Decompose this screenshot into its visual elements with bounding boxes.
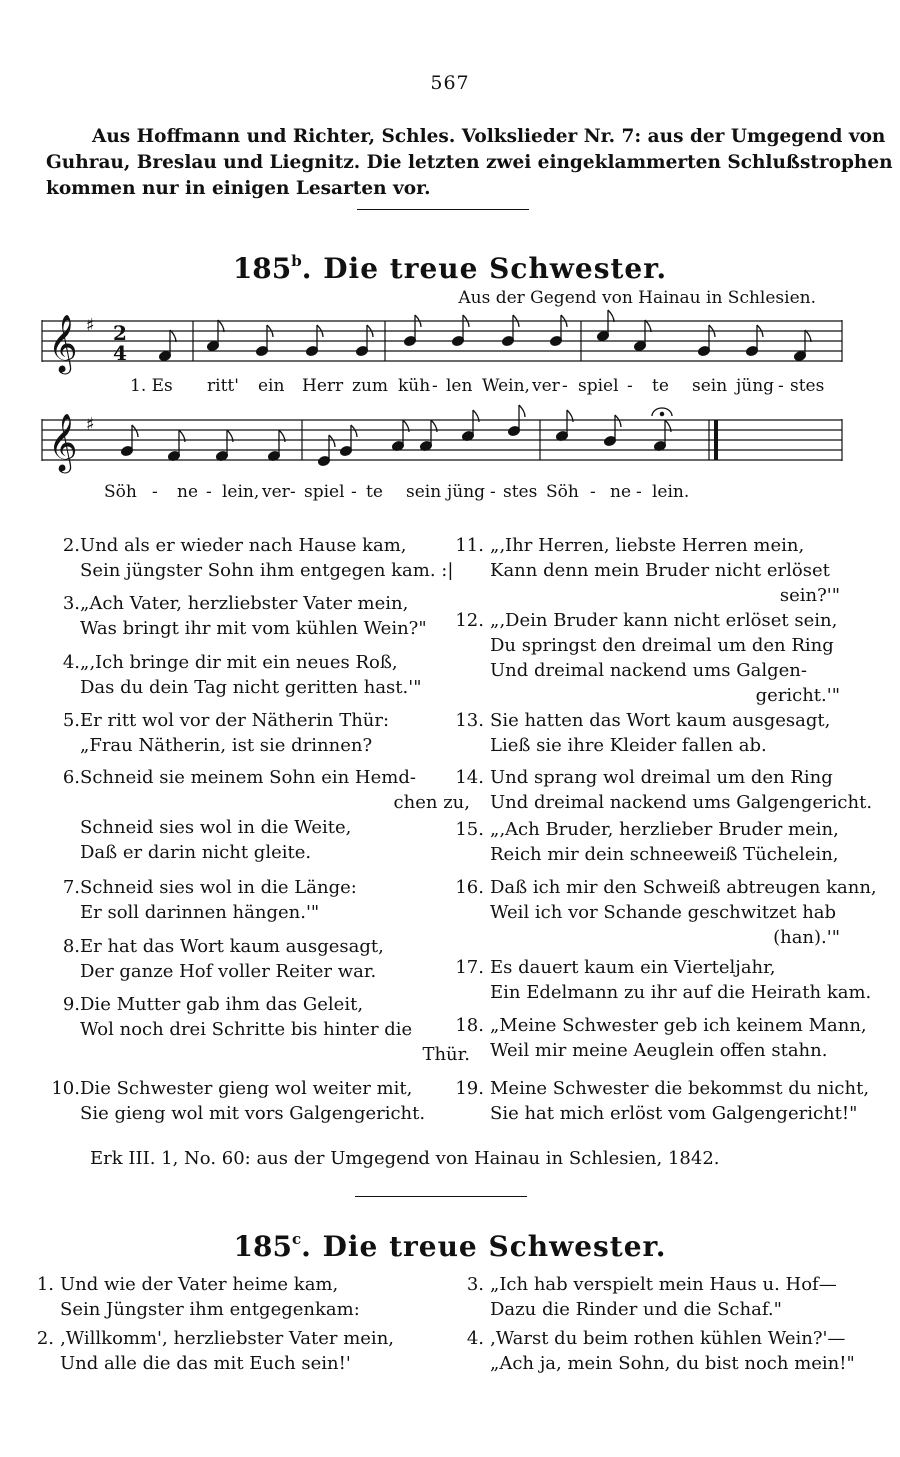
verse-line: Sein jüngster Sohn ihm entgegen kam. :| [80, 560, 454, 581]
verse-line: Und dreimal nackend ums Galgengericht. [490, 792, 873, 813]
verse-line: „Frau Nätherin, ist sie drinnen? [80, 735, 373, 756]
verse-line: gericht.'" [755, 685, 840, 706]
lyric-syllable: - [432, 376, 438, 396]
lyric-syllable: spiel [578, 376, 619, 396]
lyric-syllable: zum [352, 376, 389, 396]
verse-number: 18. [455, 1015, 484, 1036]
lyric-syllable: - [590, 482, 596, 502]
sharp-icon-2: ♯ [86, 414, 95, 435]
verse-line: Ließ sie ihre Kleider fallen ab. [490, 735, 767, 756]
lyric-syllable: küh [398, 376, 431, 396]
verse-line: „‚Dein Bruder kann nicht erlöset sein, [490, 610, 838, 631]
verse-line: Schneid sies wol in die Weite, [80, 817, 352, 838]
lyric-syllable: ne [177, 482, 199, 502]
verse-line: Was bringt ihr mit vom kühlen Wein?" [80, 618, 427, 639]
lyric-syllable: te [652, 376, 669, 396]
verse-line: „Meine Schwester geb ich keinem Mann, [490, 1015, 867, 1036]
sharp-icon: ♯ [86, 315, 95, 336]
verse-line: Und alle die das mit Euch sein!' [60, 1353, 351, 1374]
verse-number: 8. [62, 936, 80, 957]
lyric-syllable: - [351, 482, 357, 502]
sheet-music [0, 0, 900, 520]
lyric-syllable: te [366, 482, 383, 502]
verse-line: Und dreimal nackend ums Galgen- [490, 660, 807, 681]
verse-number: 14. [455, 767, 484, 788]
lyric-syllable: lein, [222, 482, 260, 502]
treble-clef-icon: 𝄞 [48, 314, 78, 372]
verse-number: 16. [455, 877, 484, 898]
verse-number: 19. [455, 1078, 484, 1099]
note-flag [608, 310, 614, 322]
intro-line-2: Guhrau, Breslau und Liegnitz. Die letzten zwei eingeklammerten Schlußstrophen [46, 152, 893, 173]
verse-line: Dazu die Rinder und die Schaf." [490, 1299, 782, 1320]
verse-line: „Ich hab verspielt mein Haus u. Hof— [490, 1274, 837, 1295]
lyric-syllable: Söh [546, 482, 579, 502]
note-flag [329, 435, 335, 447]
verse-line: Daß er darin nicht gleite. [80, 842, 312, 863]
song-b-number: 185 [232, 252, 292, 285]
verse-line: (han).'" [773, 927, 840, 948]
verse-line: Weil ich vor Schande geschwitzet hab [490, 902, 837, 923]
verse-number: 1. [36, 1274, 54, 1295]
lyric-syllable: Söh [104, 482, 137, 502]
verse-line: Meine Schwester die bekommst du nicht, [490, 1078, 870, 1099]
lyric-syllable: lein. [652, 482, 690, 502]
lyric-syllable: - [636, 482, 642, 502]
verse-line: Er soll darinnen hängen.'" [80, 902, 320, 923]
song-b-suffix: b [291, 252, 302, 270]
song-b-title-text: . Die treue Schwester. [301, 252, 668, 285]
lyric-syllable: spiel [304, 482, 345, 502]
lyric-syllable: ver [532, 376, 560, 396]
verse-line: Ein Edelmann zu ihr auf die Heirath kam. [490, 982, 872, 1003]
lyric-syllable: stes [503, 482, 538, 502]
source-citation: Erk III. 1, No. 60: aus der Umgegend von Hainau in Schlesien, 1842. [90, 1148, 720, 1169]
verse-line: „‚Ich bringe dir mit ein neues Roß, [80, 652, 398, 673]
time-signature-top: 2 [113, 321, 127, 345]
verse-number: 5. [62, 710, 80, 731]
lyric-syllable: - [778, 376, 784, 396]
verse-line: ‚Warst du beim rothen kühlen Wein?'— [490, 1328, 846, 1349]
verse-line: „‚Ach Bruder, herzlieber Bruder mein, [490, 819, 839, 840]
verse-line: Der ganze Hof voller Reiter war. [80, 961, 377, 982]
verse-line: „Ach Vater, herzliebster Vater mein, [80, 593, 409, 614]
verse-line: „‚Ihr Herren, liebste Herren mein, [490, 535, 805, 556]
verse-number: 9. [62, 994, 80, 1015]
verse-line: Sie gieng wol mit vors Galgengericht. [80, 1103, 426, 1124]
note-flag [805, 330, 811, 342]
verse-number: 12. [455, 610, 484, 631]
verse-number: 4. [466, 1328, 484, 1349]
note-flag [519, 405, 525, 417]
song-b-lyrics-line-1 [0, 376, 900, 400]
lyric-syllable: 1. Es [130, 376, 173, 396]
lyric-syllable: - [206, 482, 212, 502]
verse-line: Daß ich mir den Schweiß abtreugen kann, [490, 877, 877, 898]
lyric-syllable: - [290, 482, 296, 502]
verse-number: 17. [455, 957, 484, 978]
verse-line: Und wie der Vater heime kam, [60, 1274, 339, 1295]
verse-line: Das du dein Tag nicht geritten hast.'" [80, 677, 422, 698]
page-number: 567 [430, 72, 470, 94]
verse-line: Du springst den dreimal um den Ring [490, 635, 834, 656]
verse-line: „Ach ja, mein Sohn, du bist noch mein!" [490, 1353, 855, 1374]
song-b-origin: Aus der Gegend von Hainau in Schlesien. [458, 288, 816, 308]
verse-number: 3. [62, 593, 80, 614]
lyric-syllable: Herr [302, 376, 344, 396]
note-flag [132, 425, 138, 437]
verse-line: Schneid sies wol in die Länge: [80, 877, 357, 898]
song-c-number: 185 [233, 1230, 292, 1263]
verse-number: 7. [62, 877, 80, 898]
verse-line: Wol noch drei Schritte bis hinter die [80, 1019, 413, 1040]
lyric-syllable: ne [610, 482, 632, 502]
verse-line: Sie hatten das Wort kaum ausgesagt, [490, 710, 831, 731]
song-c-title-text: . Die treue Schwester. [301, 1230, 667, 1263]
verse-line: Er ritt wol vor der Nätherin Thür: [80, 710, 390, 731]
time-signature-bottom: 4 [113, 341, 127, 365]
song-c-title [0, 1230, 900, 1263]
verse-number: 13. [455, 710, 484, 731]
verse-line: Sie hat mich erlöst vom Galgengericht!" [490, 1103, 858, 1124]
lyric-syllable: - [562, 376, 568, 396]
lyric-syllable: ein [258, 376, 285, 396]
verse-number: 15. [455, 819, 484, 840]
verse-line: Die Mutter gab ihm das Geleit, [80, 994, 364, 1015]
verse-line: Weil mir meine Aeuglein offen stahn. [490, 1040, 828, 1061]
lyric-syllable: ver [262, 482, 290, 502]
treble-clef-icon-2: 𝄞 [48, 413, 78, 471]
lyric-syllable: - [152, 482, 158, 502]
note-flag [351, 425, 357, 437]
verse-line: Sein Jüngster ihm entgegenkam: [60, 1299, 360, 1320]
lyric-syllable: - [627, 376, 633, 396]
verse-line: Die Schwester gieng wol weiter mit, [80, 1078, 413, 1099]
verse-line: Und sprang wol dreimal um den Ring [490, 767, 833, 788]
intro-line-1: Aus Hoffmann und Richter, Schles. Volkslieder Nr. 7: aus der Umgegend von [92, 126, 886, 147]
song-b-lyrics-line-2 [0, 482, 900, 506]
verse-line: ‚Willkomm', herzliebster Vater mein, [60, 1328, 395, 1349]
fermata-dot [660, 412, 663, 415]
lyric-syllable: jüng [736, 376, 775, 396]
lyric-syllable: sein [406, 482, 442, 502]
song-c-suffix: c [291, 1230, 302, 1248]
note-flag [218, 320, 224, 332]
verse-number: 3. [466, 1274, 484, 1295]
note-flag [615, 415, 621, 427]
lyric-syllable: len [446, 376, 473, 396]
verse-line: Kann denn mein Bruder nicht erlöset [490, 560, 830, 581]
verse-number: 11. [455, 535, 484, 556]
verse-line: Schneid sie meinem Sohn ein Hemd- [80, 767, 416, 788]
note-flag [645, 320, 651, 332]
note-flag [170, 330, 176, 342]
verse-line: Thür. [422, 1044, 470, 1065]
verse-line: Er hat das Wort kaum ausgesagt, [80, 936, 384, 957]
separator-rule-2 [355, 1196, 527, 1197]
verse-number: 6. [62, 767, 80, 788]
intro-line-3: kommen nur in einigen Lesarten vor. [46, 178, 431, 199]
verse-number: 4. [62, 652, 80, 673]
verse-line: Reich mir dein schneeweiß Tüchelein, [490, 844, 839, 865]
lyric-syllable: sein [692, 376, 728, 396]
lyric-syllable: ritt' [207, 376, 239, 396]
verse-line: Und als er wieder nach Hause kam, [80, 535, 407, 556]
lyric-syllable: Wein, [482, 376, 530, 396]
lyric-syllable: jüng [447, 482, 486, 502]
verse-line: sein?'" [779, 585, 840, 606]
verse-line: chen zu, [393, 792, 470, 813]
verse-line: Es dauert kaum ein Vierteljahr, [490, 957, 776, 978]
verse-number: 2. [62, 535, 80, 556]
verse-number: 10. [51, 1078, 80, 1099]
lyric-syllable: stes [790, 376, 825, 396]
verse-number: 2. [36, 1328, 54, 1349]
lyric-syllable: - [490, 482, 496, 502]
